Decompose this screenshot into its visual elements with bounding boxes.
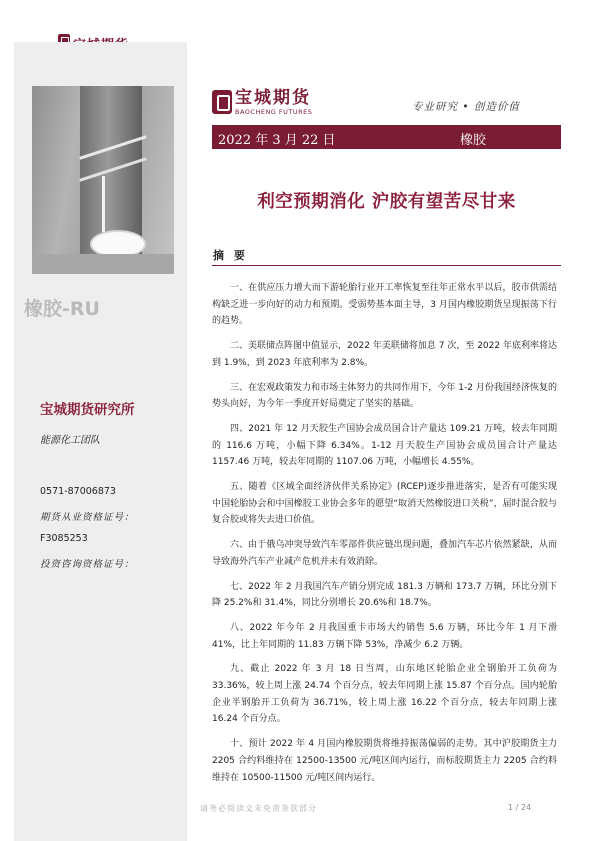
ground (32, 254, 174, 274)
consult-label: 投资咨询资格证号： (40, 559, 135, 570)
team-name: 能源化工团队 (40, 435, 100, 446)
slogan: 专业研究 • 创造价值 (412, 101, 520, 113)
product-label: 橡胶-RU (24, 298, 100, 320)
abstract-paragraph: 一、在供应压力增大而下游轮胎行业开工率恢复至往年正常水平以后，胶市供需结构缺乏进一步向好的动力和预期。受弱势基本面主导，3 月国内橡胶期货呈现振荡下行的趋势。 (212, 283, 557, 327)
abstract-title: 摘 要 (213, 249, 248, 262)
qualification-number: F3085253 (40, 533, 88, 544)
brand-name-en: BAOCHENG FUTURES (235, 108, 313, 116)
abstract-paragraph: 三、在宏观政策发力和市场主体努力的共同作用下，今年 1-2 月份我国经济恢复的势头向好，为今年一季度开好局奠定了坚实的基础。 (212, 382, 557, 410)
date-bar (212, 125, 561, 149)
abstract-paragraph: 五、随着《区域全面经济伙伴关系协定》(RCEP)逐步推进落实，是否有可能实现中国轮胎协会和中国橡胶工业协会多年的愿望“取消天然橡胶进口关税”，届时混合胶与复合胶或将失去进口价值。 (212, 482, 557, 526)
abstract-paragraph: 八、2022 年今年 2 月我国重卡市场大约销售 5.6 万辆，环比今年 1 月下滑 41%，比上年同期的 11.83 万辆下降 53%，净减少 6.2 万辆。 (212, 622, 557, 650)
abstract-paragraph: 四、2021 年 12 月天胶生产国协会成员国合计产量达 109.21 万吨，较去年同期的 116.6 万吨，小幅下降 6.34%。1-12 月天胶生产国协会成员国合计产量达 1157.46 万吨，较去年同期的 1107.06 万吨，小幅增长 4.55%。 (212, 423, 557, 468)
report-category: 橡胶 (460, 133, 487, 148)
logo-mark-icon (212, 90, 232, 114)
brand-name-cn: 宝城期货 (235, 88, 311, 108)
report-date: 2022 年 3 月 22 日 (218, 133, 336, 148)
latex-drip (102, 176, 105, 232)
abstract-body (212, 280, 557, 794)
report-headline: 利空预期消化 沪胶有望苦尽甘来 (257, 192, 516, 212)
abstract-paragraph: 二、美联储点阵图中值显示，2022 年美联储将加息 7 次，至 2022 年底利率将达到 1.9%，到 2023 年底利率为 2.8%。 (212, 341, 557, 368)
brand-logo (212, 88, 312, 116)
abstract-paragraph: 十、预计 2022 年 4 月国内橡胶期货将维持振荡偏弱的走势。其中沪胶期货主力 2205 合约料维持在 12500-13500 元/吨区间内运行，而标胶期货主力 2205 合约料维持在 10500-11500 元/吨区间内运行。 (212, 739, 557, 783)
divider (212, 265, 561, 266)
qualification-label: 期货从业资格证号： (40, 512, 135, 523)
footer-disclaimer: 请务必阅读文末免责条款部分 (200, 804, 317, 813)
abstract-paragraph: 七、2022 年 2 月我国汽车产销分别完成 181.3 万辆和 173.7 万辆，环比分别下降 25.2%和 31.4%，同比分别增长 20.6%和 18.7%。 (212, 581, 557, 609)
abstract-paragraph: 六、由于俄乌冲突导致汽车零部件供应链出现问题，叠加汽车芯片依然紧缺，从而导致海外汽车产业减产危机并未有效消除。 (212, 540, 557, 567)
phone-number: 0571-87006873 (40, 486, 116, 497)
abstract-paragraph: 九、截止 2022 年 3 月 18 日当周，山东地区轮胎企业全钢胎开工负荷为 33.36%，较上周上涨 24.74 个百分点，较去年同期上涨 15.87 个百分点。国内轮胎企业半钢胎开工负荷为 36.71%，较上周上涨 16.22 个百分点，较去年同期上涨 16.24 个百分点。 (212, 664, 557, 725)
institute-name: 宝城期货研究所 (40, 402, 135, 418)
rubber-tree-photo (32, 86, 174, 274)
page-number: 1 / 24 (508, 803, 532, 812)
